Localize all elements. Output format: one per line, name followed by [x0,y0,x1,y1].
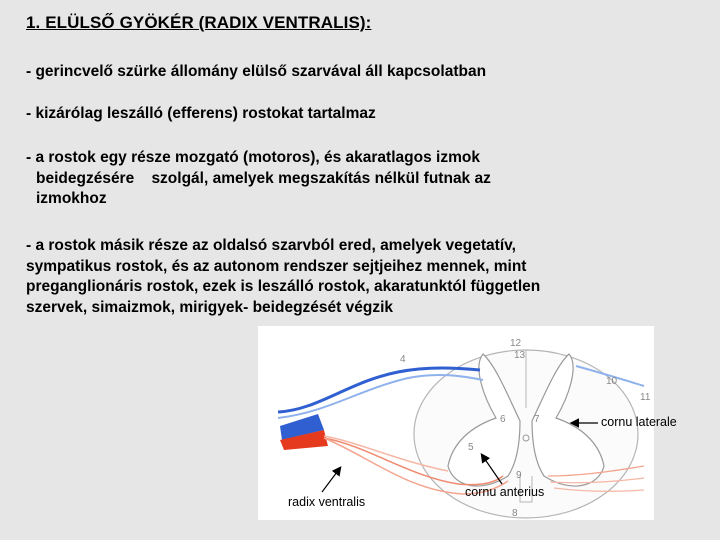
p3-line2: beidegzésére szolgál, amelyek megszakítás nélkül futnak az [36,169,491,187]
label-number-7: 7 [534,414,540,425]
label-number-5: 5 [468,442,474,453]
label-number-4: 4 [400,354,406,365]
label-cornu-anterius: cornu anterius [465,485,545,499]
p4-line3: preganglionáris rostok, ezek is leszálló rostok, akaratunktól független [26,278,541,295]
p3-line3: izmokhoz [36,190,107,207]
p1-text: - gerincvelő szürke állomány elülső szarvával áll kapcsolatban [26,63,487,80]
label-number-13: 13 [514,350,526,361]
label-cornu-laterale: cornu laterale [601,415,677,429]
label-number-11: 11 [640,392,651,403]
slide-title: 1. ELÜLSŐ GYÖKÉR (RADIX VENTRALIS): [26,13,372,32]
p4-line2: sympatikus rostok, és az autonom rendszer sejtjeihez mennek, mint [26,257,527,275]
label-number-12: 12 [510,338,522,349]
arrow-radix-ventralis [322,468,340,492]
p2-text: - kizárólag leszálló (efferens) rostokat tartalmaz [26,105,376,122]
arrow-cornu-anterius [482,455,502,484]
label-number-8: 8 [512,508,518,519]
p3-line1: - a rostok egy része mozgató (motoros), és akaratlagos izmok [26,149,480,166]
p4-line1: - a rostok másik része az oldalsó szarvból ered, amelyek vegetatív, [26,237,516,254]
p4-line4: szervek, simaizmok, mirigyek- beidegzését végzik [26,298,394,316]
label-number-9: 9 [516,470,522,481]
label-number-10: 10 [606,376,618,387]
label-number-6: 6 [500,414,506,425]
label-radix-ventralis: radix ventralis [288,495,366,509]
